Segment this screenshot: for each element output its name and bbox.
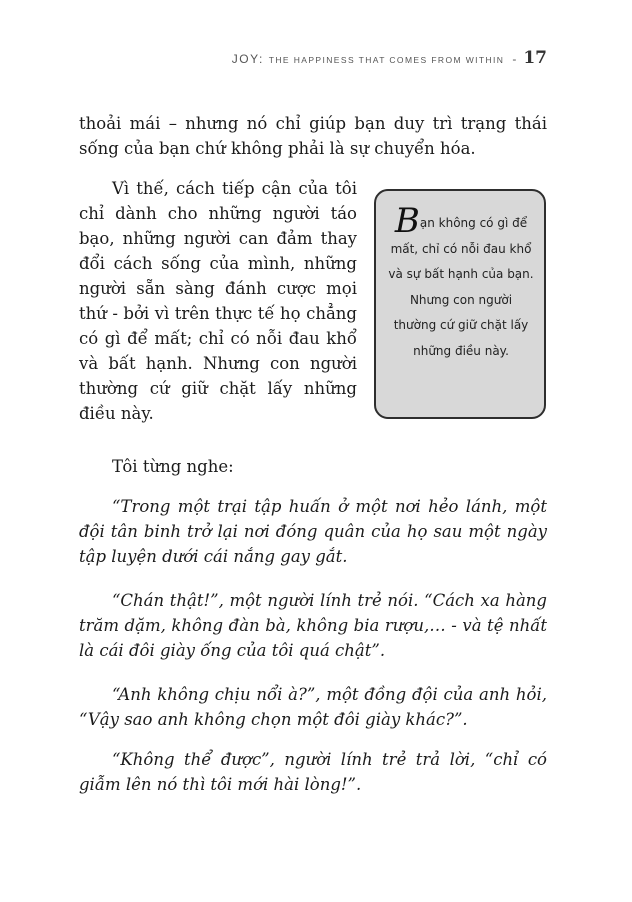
pull-quote-box [374,189,546,419]
paragraph-approach: Vì thế, cách tiếp cận của tôi chỉ dành cho những người táo bạo, những người can đảm thay đổi cách sống của mình, những người sẵn sàng đánh cược mọi thứ - bởi vì trên thực tế họ chẳng có gì để mất; chỉ có nỗi đau khổ và bất hạnh. Nhưng con người thường cứ giữ chặt lấy những điều này. [79,179,357,423]
book-subtitle: THE HAPPINESS THAT COMES FROM WITHIN [268,55,505,65]
pull-quote-dropcap: B [394,201,420,241]
story-paragraph-1: “Trong một trại tập huấn ở một nơi hẻo lánh, một đội tân binh trở lại nơi đóng quân của họ sau một ngày tập luyện dưới cái nắng gay gắt. [79,497,547,566]
page-number: 17 [523,48,547,68]
header-separator: - [512,52,517,66]
book-title: JOY: [231,52,264,66]
story-paragraph-3: “Anh không chịu nổi à?”, một đồng đội của anh hỏi, “Vậy sao anh không chọn một đôi giày khác?”. [79,685,547,729]
pull-quote-text: ạn không có gì để mất, chỉ có nỗi đau khổ và sự bất hạnh của bạn. Nhưng con người thường cứ giữ chặt lấy những điều này. [388,216,534,358]
story-paragraph-2: “Chán thật!”, một người lính trẻ nói. “Cách xa hàng trăm dặm, không đàn bà, không bia rượu,… - và tệ nhất là cái đôi giày ống của tôi quá chật”. [79,591,547,660]
paragraph-continuation: thoải mái – nhưng nó chỉ giúp bạn duy trì trạng thái sống của bạn chứ không phải là sự chuyển hóa. [79,114,547,158]
running-header [232,48,547,68]
paragraph-intro-story: Tôi từng nghe: [112,457,234,476]
story-paragraph-4: “Không thể được”, người lính trẻ trả lời, “chỉ có giẫm lên nó thì tôi mới hài lòng!”. [79,750,547,794]
